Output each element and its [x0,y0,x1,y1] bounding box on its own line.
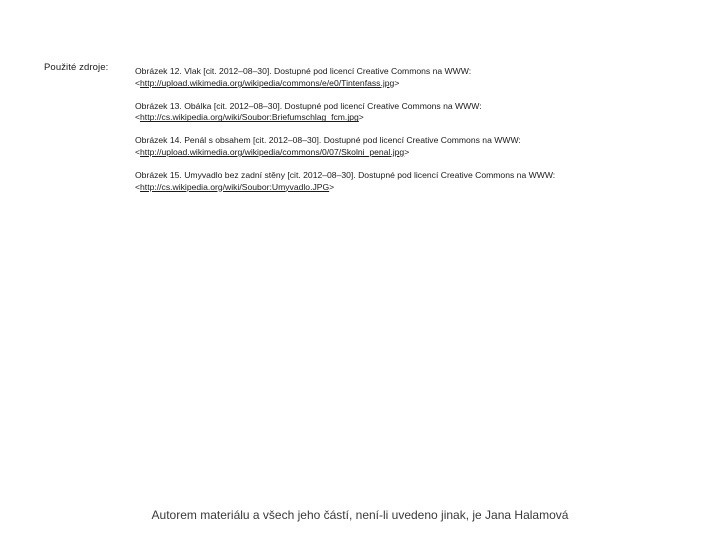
source-text: Obrázek 13. Obálka [cit. 2012–08–30]. Dostupné pod licencí Creative Commons na WWW: [135,100,482,111]
source-item: Obrázek 14. Penál s obsahem [cit. 2012–08–30]. Dostupné pod licencí Creative Commons na WWW: <http://upload.wikimedia.org/wikipedia/commons/0/07/Skolni_penal.jpg> [135,135,695,159]
source-link[interactable]: http://cs.wikipedia.org/wiki/Soubor:Briefumschlag_fcm.jpg [140,112,359,123]
sources-label: Použité zdroje: [44,62,109,73]
source-link[interactable]: http://upload.wikimedia.org/wikipedia/commons/0/07/Skolni_penal.jpg [140,146,405,157]
sources-list [135,66,695,204]
source-item: Obrázek 13. Obálka [cit. 2012–08–30]. Dostupné pod licencí Creative Commons na WWW: <http://cs.wikipedia.org/wiki/Soubor:Briefumschlag_fcm.jpg> [135,101,695,125]
source-text: Obrázek 15. Umyvadlo bez zadní stěny [cit. 2012–08–30]. Dostupné pod licencí Creative Commons na WWW: [135,169,556,180]
source-link[interactable]: http://cs.wikipedia.org/wiki/Soubor:Umyvadlo.JPG [140,181,330,192]
source-text: Obrázek 14. Penál s obsahem [cit. 2012–08–30]. Dostupné pod licencí Creative Commons na WWW: [135,135,521,146]
source-item: Obrázek 12. Vlak [cit. 2012–08–30]. Dostupné pod licencí Creative Commons na WWW: <http://upload.wikimedia.org/wikipedia/commons/e/e0/Tintenfass.jpg> [135,66,695,90]
footer-author-note: Autorem materiálu a všech jeho částí, není-li uvedeno jinak, je Jana Halamová [151,508,569,522]
source-text: Obrázek 12. Vlak [cit. 2012–08–30]. Dostupné pod licencí Creative Commons na WWW: [135,66,472,76]
source-link[interactable]: http://upload.wikimedia.org/wikipedia/commons/e/e0/Tintenfass.jpg [140,77,395,88]
source-item: Obrázek 15. Umyvadlo bez zadní stěny [cit. 2012–08–30]. Dostupné pod licencí Creative Commons na WWW: <http://cs.wikipedia.org/wiki/Soubor:Umyvadlo.JPG> [135,170,695,194]
